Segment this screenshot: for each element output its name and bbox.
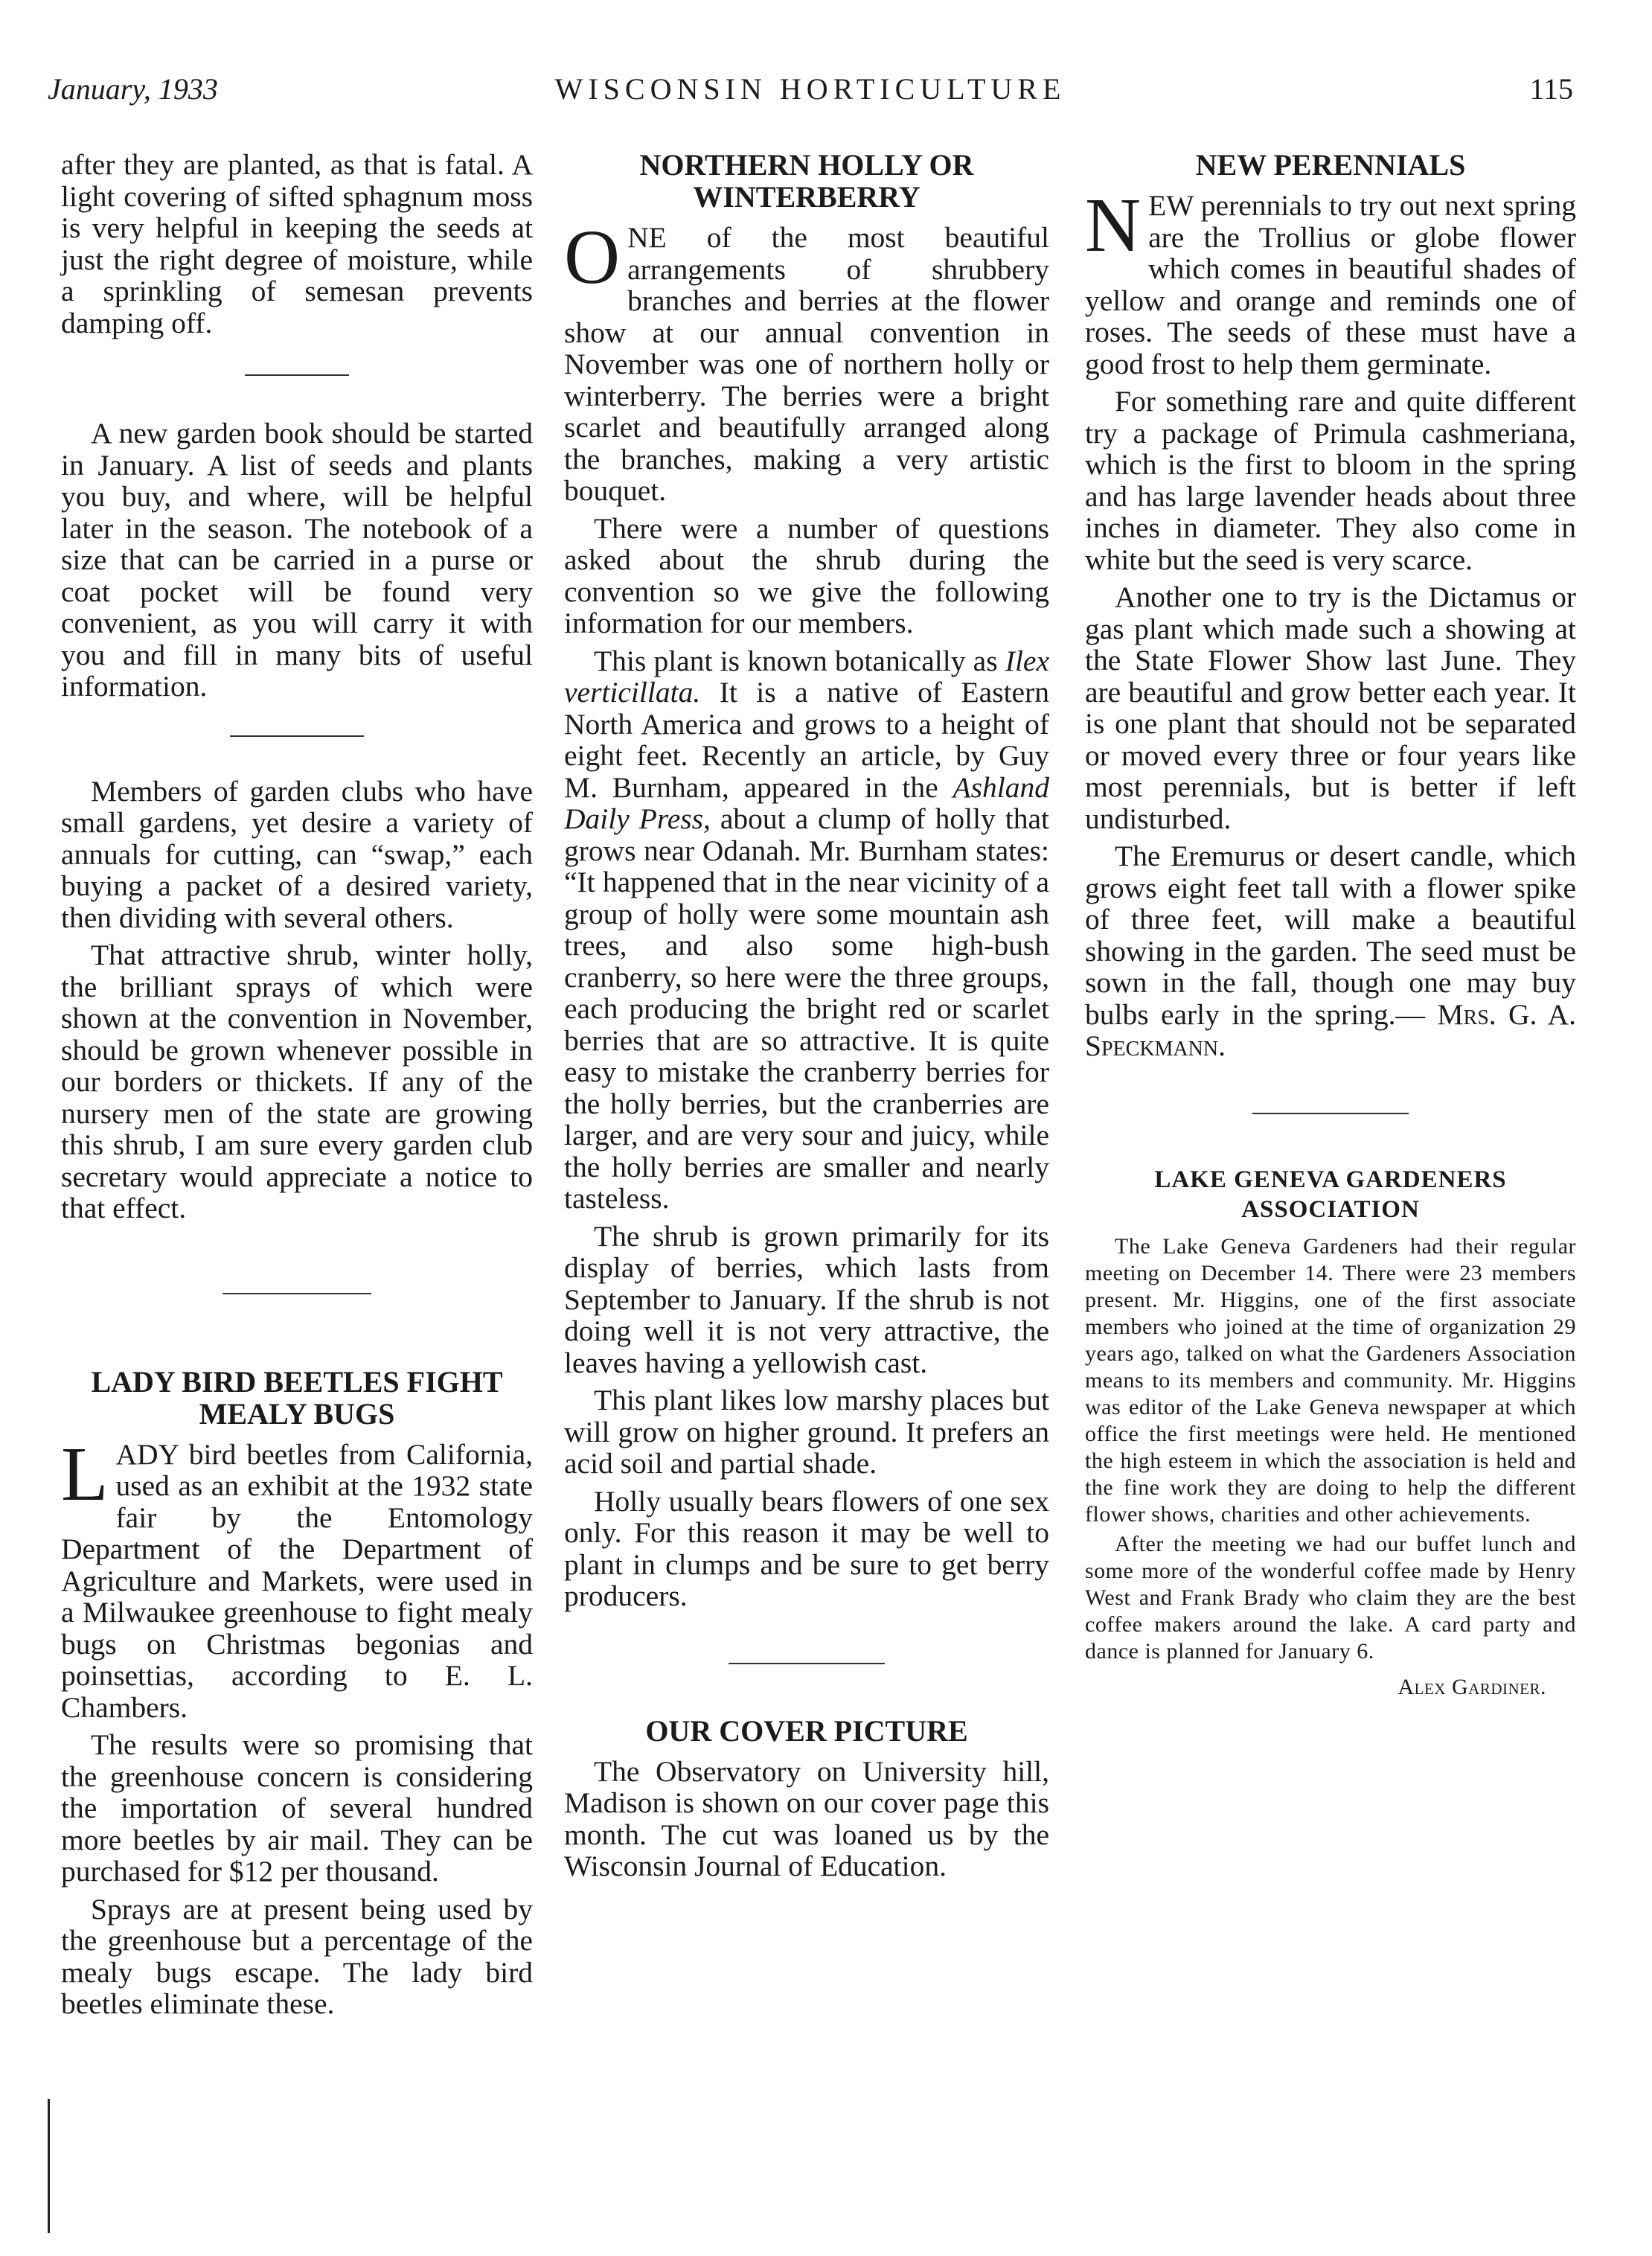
lake-geneva-paragraph-2: After the meeting we had our buffet lunch and some more of the wonderful coffee made by Henry West and Frank Brady who claim they are the best coffee makers around the lake. A card party and dance is planned for January 6. (1085, 1531, 1576, 1664)
holly-heading: NORTHERN HOLLY OR WINTERBERRY (639, 148, 974, 214)
perennials-paragraph-2: For something rare and quite different try a package of Primula cashmeriana, which is the first to bloom in the spring and has large lavender heads about three inches in diameter. They also come in white but the seed is very scarce. (1085, 385, 1576, 576)
perennials-paragraph-4: The Eremurus or desert candle, which grows eight feet tall with a flower spike of three feet, will make a beautiful showing in the garden. The seed must be sown in the fall, though one may buy bulbs early in the spring.— Mrs. G. A. Speckmann. (1085, 840, 1576, 1062)
divider (729, 1663, 885, 1664)
divider (230, 735, 364, 737)
drop-cap: O (564, 214, 621, 300)
page-header (48, 71, 1573, 116)
holly-paragraph-3: This plant is known botanically as Ilex verticillata. It is a native of Eastern North America and grows to a height of eight feet. Recently an article, by Guy M. Burnham, appeared in the Ashland Daily Press, about a clump of holly that grows near Odanah. Mr. Burnham states: “It happened that in the near vicinity of a group of holly were some mountain ash trees, and also some high-bush cranberry, so here were the three groups, each producing the bright red or scarlet berries that are so attractive. It is quite easy to mistake the cranberry berries for the holly berries, but the cranberries are larger, and are very sour and juicy, while the holly berries are smaller and nearly tasteless. (564, 644, 1049, 1215)
ladybird-paragraph-1: LADY bird beetles from California, used as an exhibit at the 1932 state fair by the Entomology Department of the Department of Agriculture and Markets, were used in a Milwaukee greenhouse to fight mealy bugs on Christmas begonias and poinsettias, according to E. L. Chambers. (61, 1431, 533, 1724)
perennials-heading: NEW PERENNIALS (1195, 148, 1466, 182)
issue-date: January, 1933 (48, 72, 218, 106)
cover-picture-article (564, 1715, 1049, 1882)
perennials-paragraph-1: NEW perennials to try out next spring are the Trollius or globe flower which comes in beautiful shades of yellow and orange and reminds one of roses. The seeds of these must have a good frost to help them germinate. (1085, 182, 1576, 380)
perennials-paragraph-3: Another one to try is the Dictamus or gas plant which made such a showing at the State Flower Show last June. They are beautiful and grow better each year. It is one plant that should not be separated or moved every three or four years like most perennials, but is better if left undisturbed. (1085, 581, 1576, 835)
garden-book-paragraph: A new garden book should be started in January. A list of seeds and plants you buy, and where, will be helpful later in the season. The notebook of a size that can be carried in a purse or coat pocket will be found very convenient, as you will carry it with you and fill in many bits of useful information. (61, 417, 533, 703)
column-left (61, 149, 533, 2026)
divider (222, 1293, 371, 1294)
divider (1252, 1113, 1409, 1114)
newspaper-name: Ashland Daily Press, (564, 770, 1049, 835)
publication-title: WISCONSIN HORTICULTURE (554, 72, 1066, 106)
swap-annuals-paragraph: Members of garden clubs who have small gardens, yet desire a variety of annuals for cutting, can “swap,” each buying a packet of a desired variety, then dividing with several others. (61, 774, 533, 934)
author-signature: Mrs. G. A. Speckmann. (1085, 997, 1576, 1062)
lake-geneva-paragraph-1: The Lake Geneva Gardeners had their regular meeting on December 14. There were 23 members present. Mr. Higgins, one of the first associate members who joined at the time of organization 29 years ago, talked on what the Gardeners Association means to its members and community. Mr. Higgins was editor of the Lake Geneva newspaper at which office the first meetings were held. He mentioned the high esteem in which the association is held and the fine work they are doing to help the different flower shows, charities and other achievements. (1085, 1233, 1576, 1527)
cover-heading: OUR COVER PICTURE (645, 1713, 968, 1748)
scan-margin-line (48, 2099, 50, 2233)
divider (245, 374, 349, 376)
page-number: 115 (1529, 72, 1573, 106)
holly-article (564, 149, 1049, 1612)
author-signature: Alex Gardiner. (1398, 1674, 1546, 1699)
cover-paragraph: The Observatory on University hill, Madison is shown on our cover page this month. The cut was loaned us by the Wisconsin Journal of Education. (564, 1754, 1049, 1882)
ladybird-paragraph-3: Sprays are at present being used by the greenhouse but a percentage of the mealy bugs escape. The lady bird beetles eliminate these. (61, 1892, 533, 2020)
ladybird-article (61, 1366, 533, 2020)
drop-cap: L (61, 1431, 109, 1517)
winter-holly-paragraph: That attractive shrub, winter holly, the brilliant sprays of which were shown at the convention in November, should be grown whenever possible in our borders or thickets. If any of the nursery men of the state are growing this shrub, I am sure every garden club secretary would appreciate a notice to that effect. (61, 939, 533, 1224)
holly-paragraph-6: Holly usually bears flowers of one sex only. For this reason it may be well to plant in clumps and be sure to get berry producers. (564, 1484, 1049, 1612)
lake-geneva-article (1085, 1165, 1576, 1701)
holly-paragraph-1: ONE of the most beautiful arrangements of shrubbery branches and berries at the flower show at our annual convention in November was one of northern holly or winterberry. The berries were a bright scarlet and beautifully arranged along the branches, making a very artistic bouquet. (564, 214, 1049, 507)
seed-care-paragraph: after they are planted, as that is fatal. A light covering of sifted sphagnum moss is very helpful in keeping the seeds at just the right degree of moisture, while a sprinkling of semesan prevents damping off. (61, 148, 533, 339)
perennials-article (1085, 149, 1576, 1062)
column-right (1085, 149, 1576, 1704)
lake-geneva-heading: LAKE GENEVA GARDENERS ASSOCIATION (1154, 1166, 1507, 1223)
latin-name: Ilex verticillata. (564, 644, 1049, 709)
holly-paragraph-5: This plant likes low marshy places but will grow on higher ground. It prefers an acid soil and partial shade. (564, 1384, 1049, 1480)
ladybird-heading: LADY BIRD BEETLES FIGHT MEALY BUGS (91, 1364, 503, 1431)
holly-paragraph-4: The shrub is grown primarily for its display of berries, which lasts from September to January. If the shrub is not doing well it is not very attractive, the leaves having a yellowish cast. (564, 1219, 1049, 1379)
ladybird-paragraph-2: The results were so promising that the greenhouse concern is considering the importation of several hundred more beetles by air mail. They can be purchased for $12 per thousand. (61, 1728, 533, 1888)
column-middle (564, 149, 1049, 1888)
drop-cap: N (1085, 182, 1142, 268)
holly-paragraph-2: There were a number of questions asked about the shrub during the convention so we give the following information for our members. (564, 511, 1049, 639)
